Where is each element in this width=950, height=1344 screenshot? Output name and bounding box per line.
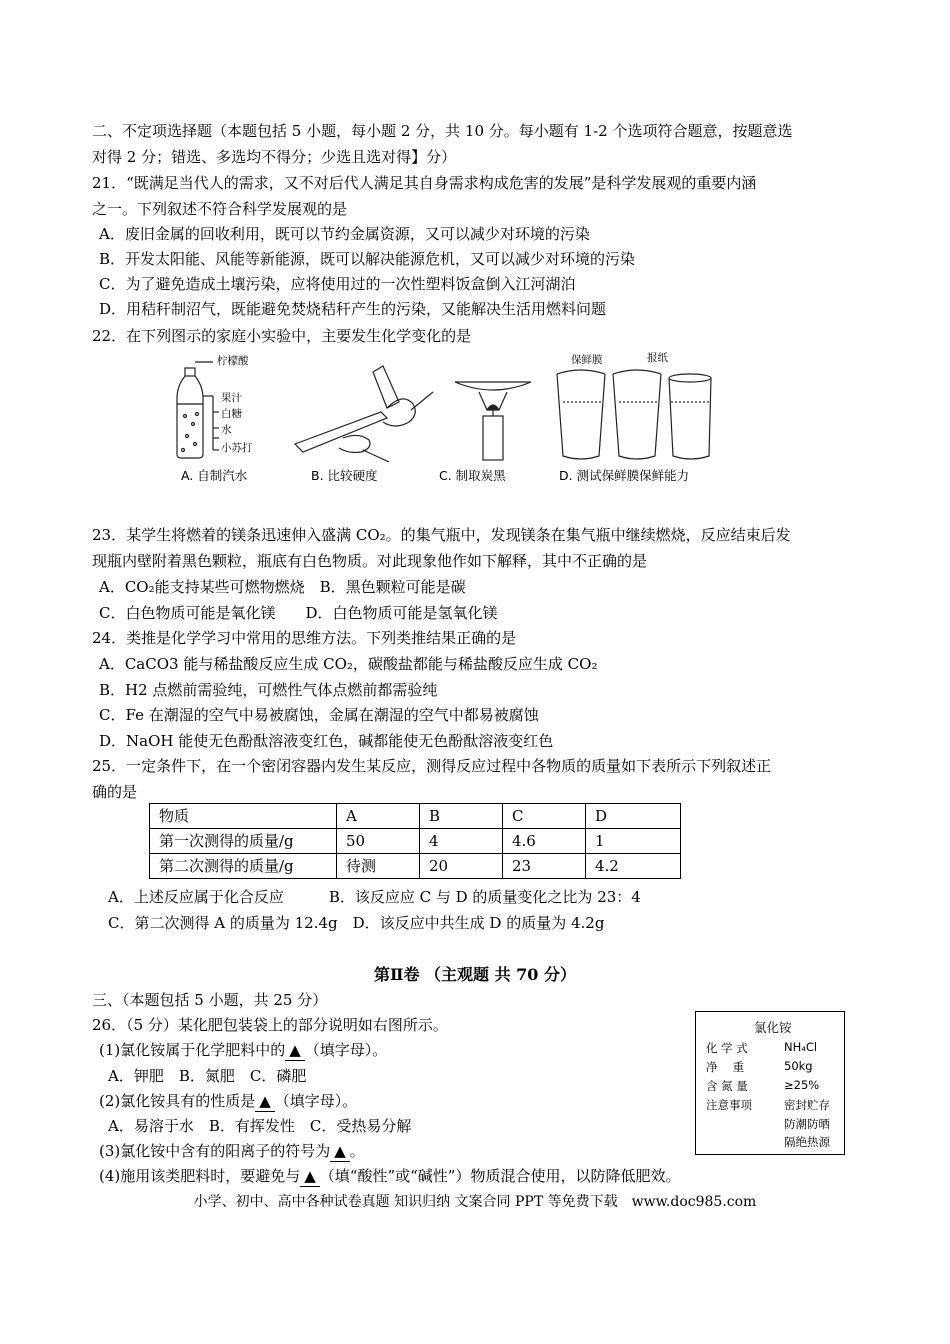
section2-header-line2: 对得 2 分；错选、多选均不得分；少选且选对得】分） bbox=[92, 148, 457, 166]
table-header-cell: B bbox=[420, 804, 503, 829]
q22-figure-drawing bbox=[173, 352, 713, 464]
label-notes-value-1: 密封贮存 bbox=[784, 1098, 830, 1112]
label-nitrogen-value: ≥25% bbox=[784, 1078, 820, 1092]
q26-part3 bbox=[99, 1141, 365, 1162]
answer-blank[interactable]: ▲ bbox=[285, 1040, 305, 1061]
q21-option-a: A．废旧金属的回收利用，既可以节约金属资源，又可以减少对环境的污染 bbox=[99, 225, 590, 243]
q26-part4 bbox=[99, 1166, 680, 1187]
q26-part2-text: (2)氯化铵具有的性质是 bbox=[99, 1092, 256, 1110]
caption-d: D. 测试保鲜膜保鲜能力 bbox=[559, 468, 690, 483]
candle-dish-illustration bbox=[455, 382, 531, 460]
label-baking-soda: 小苏打 bbox=[221, 442, 253, 454]
q26-part1-suffix: （填字母）。 bbox=[304, 1041, 388, 1059]
fertilizer-label bbox=[695, 1011, 845, 1155]
glasses-illustration bbox=[557, 370, 711, 459]
bottle-illustration bbox=[177, 362, 219, 458]
table-cell: 50 bbox=[337, 829, 420, 854]
table-header-cell: C bbox=[503, 804, 586, 829]
table-cell: 4.6 bbox=[503, 829, 586, 854]
part2-title: 第Ⅱ卷 （主观题 共 70 分） bbox=[373, 965, 577, 984]
answer-blank[interactable]: ▲ bbox=[300, 1166, 320, 1187]
q26-part4-suffix: （填“酸性”或“碱性”）物质混合使用，以防降低肥效。 bbox=[319, 1167, 681, 1185]
label-notes-key: 注意事项 bbox=[706, 1098, 752, 1112]
table-cell: 4.2 bbox=[586, 854, 681, 879]
q21-option-d: D．用秸秆制沼气，既能避免焚烧秸秆产生的污染，又能解决生活用燃料问题 bbox=[99, 300, 607, 318]
section2-header-line1: 二、不定项选择题（本题包括 5 小题，每小题 2 分，共 10 分。每小题有 1-2 个选项符合题意，按题意选 bbox=[92, 122, 793, 140]
footer: 小学、初中、高中各种试卷真题 知识归纳 文案合同 PPT 等免费下载 www.doc985.com bbox=[193, 1194, 757, 1210]
section3-header: 三、（本题包括 5 小题，共 25 分） bbox=[92, 991, 328, 1009]
caption-c: C. 制取炭黑 bbox=[439, 468, 506, 483]
table-cell: 4 bbox=[420, 829, 503, 854]
q22-stem: 22．在下列图示的家庭小实验中，主要发生化学变化的是 bbox=[92, 327, 472, 345]
q26-part3-suffix: 。 bbox=[349, 1142, 365, 1160]
q23-stem-line2: 现瓶内壁附着黑色颗粒，瓶底有白色物质。对此现象他作如下解释，其中不正确的是 bbox=[92, 552, 648, 570]
label-water: 水 bbox=[221, 424, 232, 436]
table-row bbox=[150, 854, 681, 879]
q24-option-a: A．CaCO3 能与稀盐酸反应生成 CO₂，碳酸盐都能与稀盐酸反应生成 CO₂ bbox=[99, 655, 598, 673]
table-cell: 第一次测得的质量/g bbox=[150, 829, 337, 854]
label-juice: 果汁 bbox=[221, 392, 242, 404]
hands-illustration bbox=[295, 366, 433, 462]
table-cell: 第二次测得的质量/g bbox=[150, 854, 337, 879]
q22-figure bbox=[173, 352, 713, 487]
q26-stem: 26．（5 分）某化肥包装袋上的部分说明如右图所示。 bbox=[92, 1016, 448, 1034]
caption-a: A. 自制汽水 bbox=[181, 468, 248, 483]
q24-option-c: C．Fe 在潮湿的空气中易被腐蚀，金属在潮湿的空气中都易被腐蚀 bbox=[99, 706, 539, 724]
q26-part1-text: (1)氯化铵属于化学肥料中的 bbox=[99, 1041, 286, 1059]
answer-blank[interactable]: ▲ bbox=[330, 1141, 350, 1162]
table-header-cell: 物质 bbox=[150, 804, 337, 829]
table-header-cell: A bbox=[337, 804, 420, 829]
q24-stem: 24．类推是化学学习中常用的思维方法。下列类推结果正确的是 bbox=[92, 629, 517, 647]
q24-option-b: B．H2 点燃前需验纯，可燃性气体点燃前都需验纯 bbox=[99, 681, 438, 699]
answer-blank[interactable]: ▲ bbox=[255, 1091, 275, 1112]
q23-options-cd: C．白色物质可能是氧化镁 D．白色物质可能是氢氧化镁 bbox=[99, 604, 498, 622]
table-cell: 23 bbox=[503, 854, 586, 879]
q26-part2-suffix: （填字母）。 bbox=[274, 1092, 358, 1110]
q21-option-b: B．开发太阳能、风能等新能源，既可以解决能源危机，又可以减少对环境的污染 bbox=[99, 250, 636, 268]
q25-options-ab: A．上述反应属于化合反应 B．该反应应 C 与 D 的质量变化之比为 23：4 bbox=[108, 888, 641, 906]
q26-part3-text: (3)氯化铵中含有的阳离子的符号为 bbox=[99, 1142, 331, 1160]
label-weight-key: 净 重 bbox=[706, 1060, 745, 1074]
q23-options-ab: A．CO₂能支持某些可燃物燃烧 B．黑色颗粒可能是碳 bbox=[99, 578, 466, 596]
table-header-row bbox=[150, 804, 681, 829]
label-notes-value-2: 防潮防晒 bbox=[784, 1117, 830, 1131]
table-row bbox=[150, 829, 681, 854]
q25-stem-line2: 确的是 bbox=[92, 783, 138, 801]
q23-stem-line1: 23．某学生将燃着的镁条迅速伸入盛满 CO₂。的集气瓶中，发现镁条在集气瓶中继续燃烧，反应结束后发 bbox=[92, 526, 791, 544]
label-newspaper: 报纸 bbox=[647, 352, 668, 364]
q21-stem-line2: 之一。下列叙述不符合科学发展观的是 bbox=[92, 200, 348, 218]
label-notes-value-3: 隔绝热源 bbox=[784, 1135, 830, 1149]
label-weight-value: 50kg bbox=[784, 1059, 813, 1073]
label-formula-key: 化 学 式 bbox=[706, 1041, 748, 1055]
table-cell: 待测 bbox=[337, 854, 420, 879]
label-sugar: 白糖 bbox=[221, 408, 242, 420]
q26-part2-options: A．易溶于水 B．有挥发性 C．受热易分解 bbox=[108, 1117, 412, 1135]
label-formula-value: NH₄Cl bbox=[784, 1040, 818, 1054]
table-cell: 1 bbox=[586, 829, 681, 854]
q26-part4-text: (4)施用该类肥料时，要避免与 bbox=[99, 1167, 301, 1185]
q26-part2 bbox=[99, 1091, 357, 1112]
q25-stem-line1: 25．一定条件下，在一个密闭容器内发生某反应，测得反应过程中各物质的质量如下表所示下列叙述正 bbox=[92, 757, 772, 775]
mass-table bbox=[149, 803, 681, 879]
q25-options-cd: C．第二次测得 A 的质量为 12.4g D．该反应中共生成 D 的质量为 4.2g bbox=[108, 914, 605, 932]
table-cell: 20 bbox=[420, 854, 503, 879]
q21-stem-line1: 21．“既满足当代人的需求，又不对后代人满足其自身需求构成危害的发展”是科学发展观的重要内涵 bbox=[92, 174, 757, 192]
table-header-cell: D bbox=[586, 804, 681, 829]
label-cling-film: 保鲜膜 bbox=[571, 354, 603, 366]
q26-part1-options: A．钾肥 B．氮肥 C．磷肥 bbox=[108, 1067, 307, 1085]
label-title: 氯化铵 bbox=[754, 1020, 792, 1035]
label-citric-acid: 柠檬酸 bbox=[217, 355, 249, 367]
caption-b: B. 比较硬度 bbox=[311, 468, 378, 483]
q24-option-d: D．NaOH 能使无色酚酞溶液变红色，碱都能使无色酚酞溶液变红色 bbox=[99, 732, 554, 750]
q21-option-c: C．为了避免造成土壤污染，应将使用过的一次性塑料饭盒倒入江河湖泊 bbox=[99, 275, 576, 293]
q26-part1 bbox=[99, 1040, 387, 1061]
label-nitrogen-key: 含 氮 量 bbox=[706, 1079, 748, 1093]
